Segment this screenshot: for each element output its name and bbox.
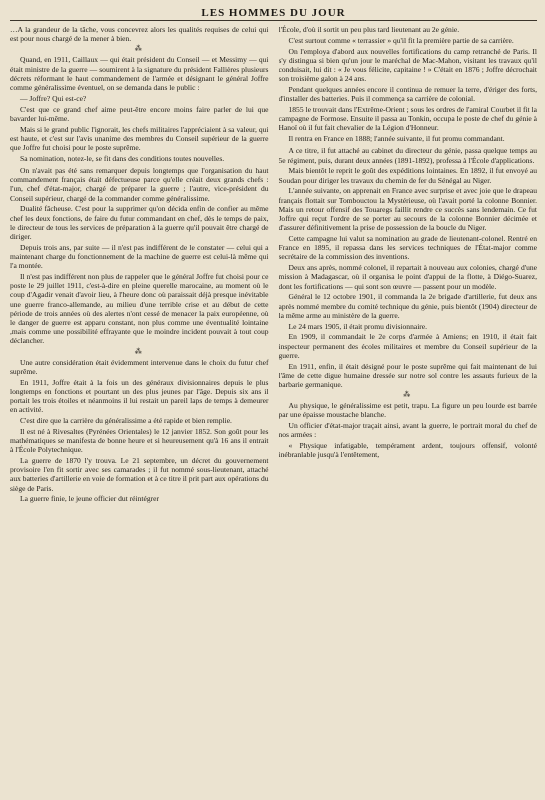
paragraph: La guerre finie, le jeune officier dut réintégrer (20, 494, 159, 504)
paragraph: l'École, d'où il sortit un peu plus tard lieutenant au 2e génie. (278, 25, 460, 34)
paragraph: Une autre considération était évidemment intervenue dans le choix du futur chef suprême. (10, 357, 269, 376)
paragraph: Mais bientôt le reprit le goût des expéditions lointaines. En 1892, il fut envoyé au Soudan pour diriger les travaux du chemin de fer du Sénégal au Niger. (278, 166, 537, 185)
paragraph: …A la grandeur de la tâche, vous concevrez alors les qualités requises de celui qui est pour nous chargé de la mener à bien. (10, 25, 269, 44)
paragraph: Il rentra en France en 1888; l'année suivante, il fut promu commandant. (288, 134, 505, 144)
paragraph: La guerre de 1870 l'y trouva. Le 21 septembre, un décret du gouvernement provisoire l'en fit sortir avec ses camarades ; il fut nommé sous-lieutenant, attaché aux batteries d'artillerie en voie de formation et à ce titre il prit part aux opérations du siège de Paris. (10, 456, 269, 493)
paragraph: Général le 12 octobre 1901, il commanda la 2e brigade d'artillerie, fut deux ans après nommé membre du comité technique du génie, puis bientôt (1904) directeur de la même arme au ministère de la guerre. (278, 292, 537, 320)
paragraph: Mais si le grand public l'ignorait, les chefs militaires l'appréciaient à sa valeur, qui est haute, et c'est sur l'avis unanime des membres du Conseil supérieur de la guerre que Joffre fut choisi pour le poste suprême. (10, 124, 269, 153)
paragraph: Cette campagne lui valut sa nomination au grade de lieutenant-colonel. Rentré en France en 1895, il repassa dans les services techniques de l'État-major comme secrétaire de la commission des inventions. (278, 234, 537, 262)
paragraph: « Physique infatigable, tempérament ardent, toujours offensif, volonté inébranlable jusqu'à l'entêtement, (278, 441, 537, 460)
paragraph: En 1911, Joffre était à la fois un des généraux divisionnaires depuis le plus longtemps en fonctions et pourtant un des plus jeunes par l'âge. Depuis six ans il portait les trois étoiles et néanmoins il lui restait un pareil laps de temps à demeurer en activité. (10, 377, 269, 415)
right-column (279, 25, 538, 797)
paragraph: C'est que ce grand chef aime peut-être encore moins faire parler de lui que bavarder lui-même. (10, 104, 269, 123)
section-separator: ⁂ (134, 347, 144, 356)
paragraph: Il est né à Rivesaltes (Pyrénées Orientales) le 12 janvier 1852. Son goût pour les mathématiques se manifesta de bonne heure et si heureusement qu'à 16 ans il entrait à l'École Polytechnique. (10, 426, 269, 455)
paragraph: A ce titre, il fut attaché au cabinet du directeur du génie, passa quelque temps au 5e régiment, puis, durant deux années (1891-1892), professa à l'École d'applications. (278, 146, 537, 165)
paragraph: — Joffre? Qui est-ce? (20, 93, 87, 103)
paragraph: Pendant quelques années encore il continua de remuer la terre, d'ériger des forts, d'installer des batteries. Puis il commença sa carrière de colonial. (278, 85, 537, 104)
page-header: LES HOMMES DU JOUR (10, 6, 537, 21)
paragraph: Depuis trois ans, par suite — il n'est pas indifférent de le constater — celui qui a maintenant charge du fonctionnement de la machine de guerre est celui-là même qui l'a montée. (10, 242, 269, 271)
section-separator: ⁂ (134, 45, 144, 54)
paragraph: On n'avait pas été sans remarquer depuis longtemps que l'organisation du haut commandement français était défectueuse parce qu'elle créait deux grands chefs : l'un, chef d'état-major, chargé de préparer la guerre ; l'autre, vice-président du Conseil supérieur, chargé de la commander comme généralissime. (10, 166, 269, 203)
paragraph: 1855 le trouvait dans l'Extrême-Orient ; sous les ordres de l'amiral Courbet il fit la campagne de Formose. Ensuite il passa au Tonkin, occupa le poste de chef du génie à Hanoï où il fut fait chevalier de la Légion d'Honneur. (278, 105, 537, 133)
paragraph: Dualité fâcheuse. C'est pour la supprimer qu'on décida enfin de confier au même chef les deux fonctions, de faire du futur commandant en chef, dès le temps de paix, le directeur de tous les services de préparation à la guerre qu'il pouvait être chargé de diriger. (10, 204, 269, 242)
left-column (10, 25, 269, 797)
paragraph: Un officier d'état-major traçait ainsi, avant la guerre, le portrait moral du chef de nos armées : (278, 421, 537, 440)
paragraph: Quand, en 1911, Caillaux — qui était président du Conseil — et Messimy — qui était ministre de la guerre — soumirent à la signature du président Fallières plusieurs décrets réformant le haut commandement de l'armée et désignant le général Joffre comme généralissime éventuel, on se demanda dans le public : (10, 55, 269, 93)
section-separator: ⁂ (403, 391, 413, 400)
paragraph: Au physique, le généralissime est petit, trapu. La figure un peu lourde est barrée par une épaisse moustache blanche. (278, 401, 537, 420)
paragraph: L'année suivante, on apprenait en France avec surprise et avec joie que le drapeau français flottait sur Tombouctou la Mystérieuse, où l'avait porté la colonne Bonnier. Mais un retour offensif des Touaregs faillit rendre ce succès sans lendemain. Ce fut Joffre qui reçut l'ordre de se porter au secours de la colonne Bonnier décimée et d'assurer définitivement la prise de possession de la boucle du Niger. (278, 186, 537, 233)
paragraph: Le 24 mars 1905, il était promu divisionnaire. (288, 321, 428, 331)
paragraph: En 1909, il commandait le 2e corps d'armée à Amiens; en 1910, il était fait inspecteur permanent des écoles militaires et membre du Conseil supérieur de la guerre. (278, 332, 537, 360)
paragraph: Deux ans après, nommé colonel, il repartait à nouveau aux colonies, chargé d'une mission à Madagascar, où il organisa le point d'appui de la flotte, à Diégo-Suarez, dont les fortifications — qui sont son œuvre — passent pour un modèle. (278, 263, 537, 291)
paragraph: Sa nomination, notez-le, se fit dans des conditions toutes nouvelles. (20, 153, 225, 163)
paragraph: Il n'est pas indifférent non plus de rappeler que le général Joffre fut choisi pour ce poste le 29 juillet 1911, c'est-à-dire en pleine querelle marocaine, au moment où le coup d'Agadir venait d'avoir lieu, à l'heure donc où paraissait déjà presque inévitable une guerre franco-allemande, au milieu d'une terrible crise et au début de cette période de trois années où des alertes n'ont cessé de menacer la paix européenne, où le danger de guerre est apparu constant, non plus comme une éventualité lointaine ,mais comme une possibilité effrayante que le moindre incident pouvait à tout coup déclancher. (10, 272, 269, 346)
paragraph: C'est dire que la carrière du généralissime a été rapide et bien remplie. (20, 416, 232, 426)
article-columns (10, 25, 537, 797)
paragraph: En 1911, enfin, il était désigné pour le poste suprême qui fait maintenant de lui l'âme de cette digue humaine dressée sur notre sol contre les assauts furieux de la barbarie germanique. (278, 361, 537, 390)
paragraph: C'est surtout comme « terrassier » qu'il fit la première partie de sa carrière. (288, 35, 514, 45)
paragraph: On l'employa d'abord aux nouvelles fortifications du camp retranché de Paris. Il s'y distingua si bien qu'un jour le maréchal de Mac-Mahon, visitant les travaux qu'il conduisait, lui dit : « Je vous félicite, capitaine ! » C'était en 1876 ; Joffre décrochait son troisième galon à 24 ans. (278, 46, 537, 84)
